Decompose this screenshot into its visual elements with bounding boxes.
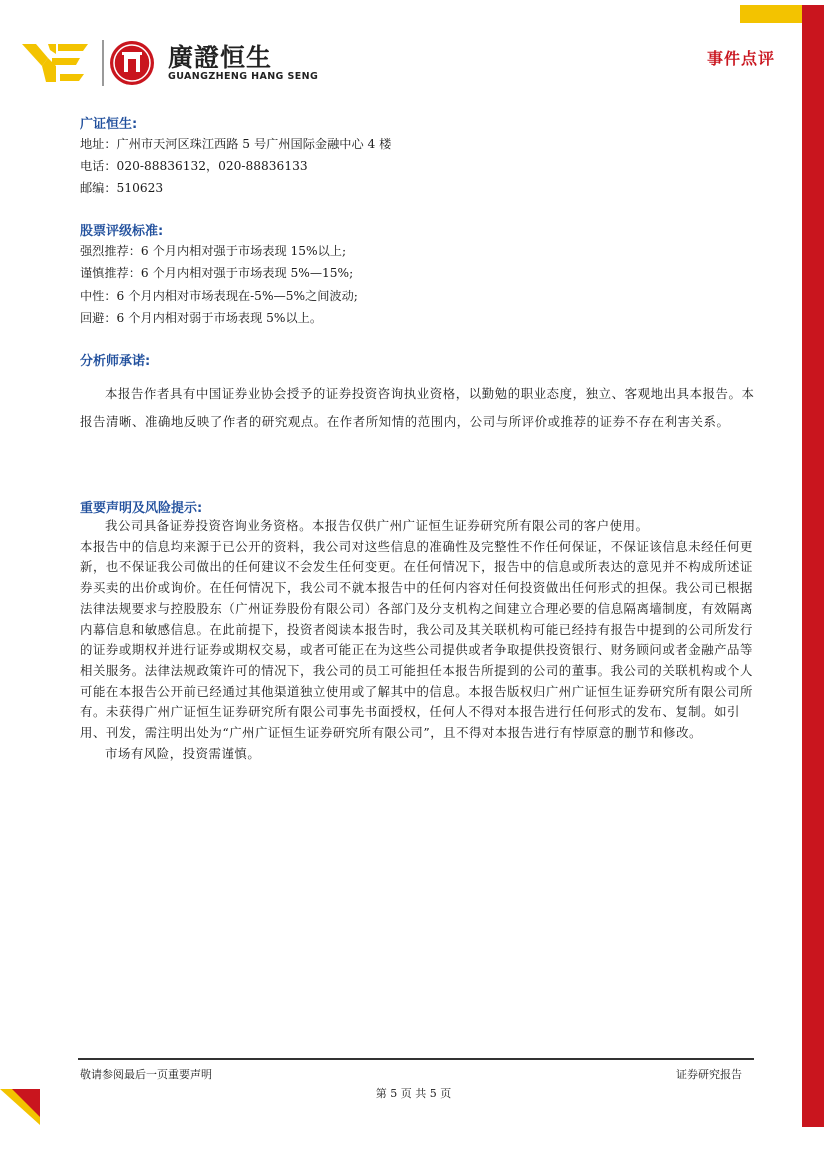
page-number: 第 5 页 共 5 页 xyxy=(375,1087,452,1100)
rating-title: 股票评级标准: xyxy=(80,224,164,239)
report-type-label: 事件点评 xyxy=(707,49,776,68)
disclaimer-body xyxy=(80,516,758,764)
contact-title: 广证恒生: xyxy=(80,117,138,132)
logo-divider xyxy=(102,40,104,86)
contact-postcode: 邮编：510623 xyxy=(80,181,164,195)
footer-report-label: 证券研究报告 xyxy=(676,1068,742,1081)
disclaimer-paragraph: 我公司具备证券投资咨询业务资格。本报告仅供广州广证恒生证券研究所有限公司的客户使用。 xyxy=(105,518,649,533)
analyst-statement: 本报告作者具有中国证券业协会授予的证券投资咨询执业资格，以勤勉的职业态度，独立、客观地出具本报告。本报告清晰、准确地反映了作者的研究观点。在作者所知情的范围内，公司与所评价或推荐的证券不存在利害关系。 xyxy=(80,386,755,429)
contact-phone: 电话：020-88836132，020-88836133 xyxy=(80,159,308,173)
footer-divider xyxy=(78,1058,754,1060)
logo-name: 廣證恒生 xyxy=(168,43,273,72)
rating-item: 回避：6 个月内相对弱于市场表现 5%以上。 xyxy=(80,311,323,325)
header-yellow-bar xyxy=(740,5,802,23)
disclaimer-paragraph: 本报告中的信息均来源于已公开的资料，我公司对这些信息的准确性及完整性不作任何保证，不保证该信息未经任何更新，也不保证我公司做出的任何建议不会发生任何变更。在任何情况下，报告中的信息或所表达的意见并不构成所述证券买卖的出价或询价。在任何情况下，我公司不就本报告中的任何内容对任何投资做出任何形式的担保。我公司已根据法律法规要求与控股股东（广州证券股份有限公司）各部门及分支机构之间建立合理必要的信息隔离墙制度，有效隔离内幕信息和敏感信息。在此前提下，投资者阅读本报告时，我公司及其关联机构可能已经持有报告中提到的公司所发行的证券或期权并进行证券或期权交易，或者可能正在为这些公司提供或者争取提供投资银行、财务顾问或者金融产品等相关服务。法律法规政策许可的情况下，我公司的员工可能担任本报告所提到的公司的董事。我公司的关联机构或个人可能在本报告公开前已经通过其他渠道独立使用或了解其中的信息。本报告版权归广州广证恒生证券研究所有限公司所有。未获得广州广证恒生证券研究所有限公司事先书面授权，任何人不得对本报告进行任何形式的发布、复制。如引用、刊发，需注明出处为“广州广证恒生证券研究所有限公司”，且不得对本报告进行有悖原意的删节和修改。 xyxy=(80,538,753,741)
footer-notice: 敬请参阅最后一页重要声明 xyxy=(80,1068,212,1081)
rating-item: 强烈推荐：6 个月内相对强于市场表现 15%以上; xyxy=(80,244,347,258)
logo-subtitle: GUANGZHENG HANG SENG xyxy=(168,71,319,82)
contact-address: 地址：广州市天河区珠江西路 5 号广州国际金融中心 4 楼 xyxy=(80,137,392,151)
disclaimer-title: 重要声明及风险提示: xyxy=(80,501,203,516)
risk-warning: 市场有风险，投资需谨慎。 xyxy=(105,745,261,761)
ye-logo-icon xyxy=(22,44,88,82)
analyst-title: 分析师承诺: xyxy=(80,354,151,369)
right-red-bar xyxy=(802,5,824,1127)
rating-item: 中性：6 个月内相对市场表现在-5%—5%之间波动; xyxy=(80,289,358,303)
corner-decoration-icon xyxy=(0,1085,40,1125)
company-logo xyxy=(22,38,319,92)
seal-icon xyxy=(110,41,154,85)
rating-item: 谨慎推荐：6 个月内相对强于市场表现 5%—15%; xyxy=(80,266,354,280)
